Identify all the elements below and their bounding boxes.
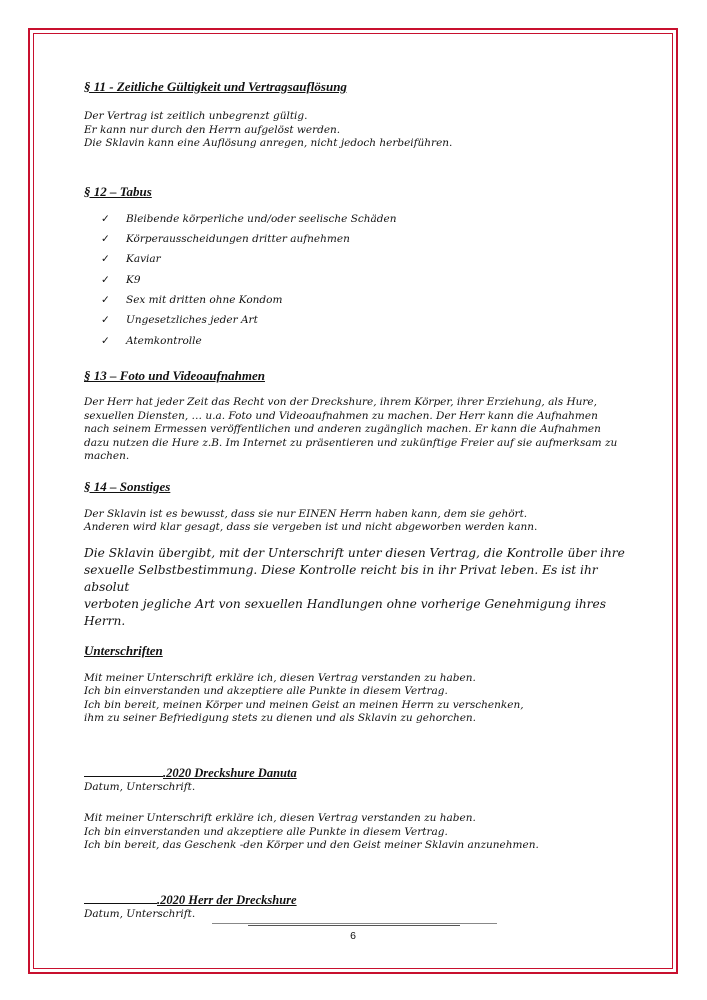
slave-signature-caption: Datum, Unterschrift. xyxy=(84,780,196,793)
slave-declaration xyxy=(84,672,644,726)
checkmark-icon: ✓ xyxy=(101,232,110,245)
page-number: 6 xyxy=(350,930,356,942)
text-line: Die Sklavin übergibt, mit der Unterschrift unter diesen Vertrag, die Kontrolle über ihre xyxy=(84,545,625,560)
footer-divider xyxy=(212,923,497,924)
list-item: ✓ Kaviar xyxy=(101,253,161,266)
text-line: Er kann nur durch den Herrn aufgelöst werden. xyxy=(84,123,341,136)
section-12-heading: § 12 – Tabus xyxy=(84,183,152,199)
master-signature-line: .2020 Herr der Dreckshure xyxy=(84,892,644,908)
text-line: Die Sklavin kann eine Auflösung anregen, nicht jedoch herbeiführen. xyxy=(84,137,453,149)
text-line: Ich bin bereit, das Geschenk -den Körper und den Geist meiner Sklavin anzunehmen. xyxy=(84,839,539,852)
list-item: ✓ Bleibende körperliche und/oder seelische Schäden xyxy=(101,212,397,225)
master-declaration xyxy=(84,812,644,853)
section-11-text xyxy=(84,110,644,151)
text-line: dazu nutzen die Hure z.B. Im Internet zu präsentieren und zukünftige Freier auf sie aufmerksam zu xyxy=(84,436,618,449)
master-signature-caption: Datum, Unterschrift. xyxy=(84,907,196,920)
text-line: sexuelle Selbstbestimmung. Diese Kontrolle reicht bis in ihr Privat leben. Es ist ihr absolut xyxy=(84,562,598,594)
section-13-text xyxy=(84,396,644,464)
text-line: Der Herr hat jeder Zeit das Recht von der Dreckshure, ihrem Körper, ihrer Erziehung, als Hure, xyxy=(84,396,597,409)
list-item: ✓ Körperausscheidungen dritter aufnehmen xyxy=(101,232,350,245)
list-item: ✓ Ungesetzliches jeder Art xyxy=(101,314,258,327)
text-line: machen. xyxy=(84,450,130,463)
text-line: Anderen wird klar gesagt, dass sie vergeben ist und nicht abgeworben werden kann. xyxy=(84,521,538,534)
text-line: ihm zu seiner Befriedigung stets zu dienen und als Sklavin zu gehorchen. xyxy=(84,712,477,725)
footer-divider-inner xyxy=(248,925,460,926)
text-line: nach seinem Ermessen veröffentlichen und anderen zugänglich machen. Er kann die Aufnahmen xyxy=(84,423,601,436)
text-line: sexuellen Diensten, … u.a. Foto und Videoaufnahmen zu machen. Der Herr kann die Aufnahmen xyxy=(84,409,598,422)
list-item: ✓ Atemkontrolle xyxy=(101,334,202,347)
section-14-control-text xyxy=(84,545,644,630)
text-line: Ich bin einverstanden und akzeptiere alle Punkte in diesem Vertrag. xyxy=(84,685,448,698)
tabus-list xyxy=(101,213,644,356)
signatures-heading: Unterschriften xyxy=(84,642,163,658)
text-line: Mit meiner Unterschrift erkläre ich, diesen Vertrag verstanden zu haben. xyxy=(84,671,476,684)
section-14-heading: § 14 – Sonstiges xyxy=(84,478,171,494)
text-line: Ich bin bereit, meinen Körper und meinen Geist an meinen Herrn zu verschenken, xyxy=(84,698,524,711)
section-13-heading: § 13 – Foto und Videoaufnahmen xyxy=(84,368,265,384)
date-blank xyxy=(84,766,163,777)
text-line: verboten jegliche Art von sexuellen Handlungen ohne vorherige Genehmigung ihres Herrn. xyxy=(84,596,606,628)
text-line: Der Sklavin ist es bewusst, dass sie nur EINEN Herrn haben kann, dem sie gehört. xyxy=(84,507,528,520)
section-14-text xyxy=(84,508,644,535)
list-item: ✓ Sex mit dritten ohne Kondom xyxy=(101,294,283,307)
slave-signature-line: .2020 Dreckshure Danuta xyxy=(84,765,644,781)
checkmark-icon: ✓ xyxy=(101,314,110,327)
text-line: Ich bin einverstanden und akzeptiere alle Punkte in diesem Vertrag. xyxy=(84,825,448,838)
checkmark-icon: ✓ xyxy=(101,212,110,225)
date-blank xyxy=(84,893,157,904)
checkmark-icon: ✓ xyxy=(101,334,110,347)
checkmark-icon: ✓ xyxy=(101,273,110,286)
checkmark-icon: ✓ xyxy=(101,294,110,307)
document-body xyxy=(84,78,644,921)
checkmark-icon: ✓ xyxy=(101,253,110,266)
section-11-heading: § 11 - Zeitliche Gültigkeit und Vertragsauflösung xyxy=(84,79,347,94)
list-item: ✓ K9 xyxy=(101,273,141,286)
text-line: Der Vertrag ist zeitlich unbegrenzt gültig. xyxy=(84,110,308,122)
text-line: Mit meiner Unterschrift erkläre ich, diesen Vertrag verstanden zu haben. xyxy=(84,812,476,825)
